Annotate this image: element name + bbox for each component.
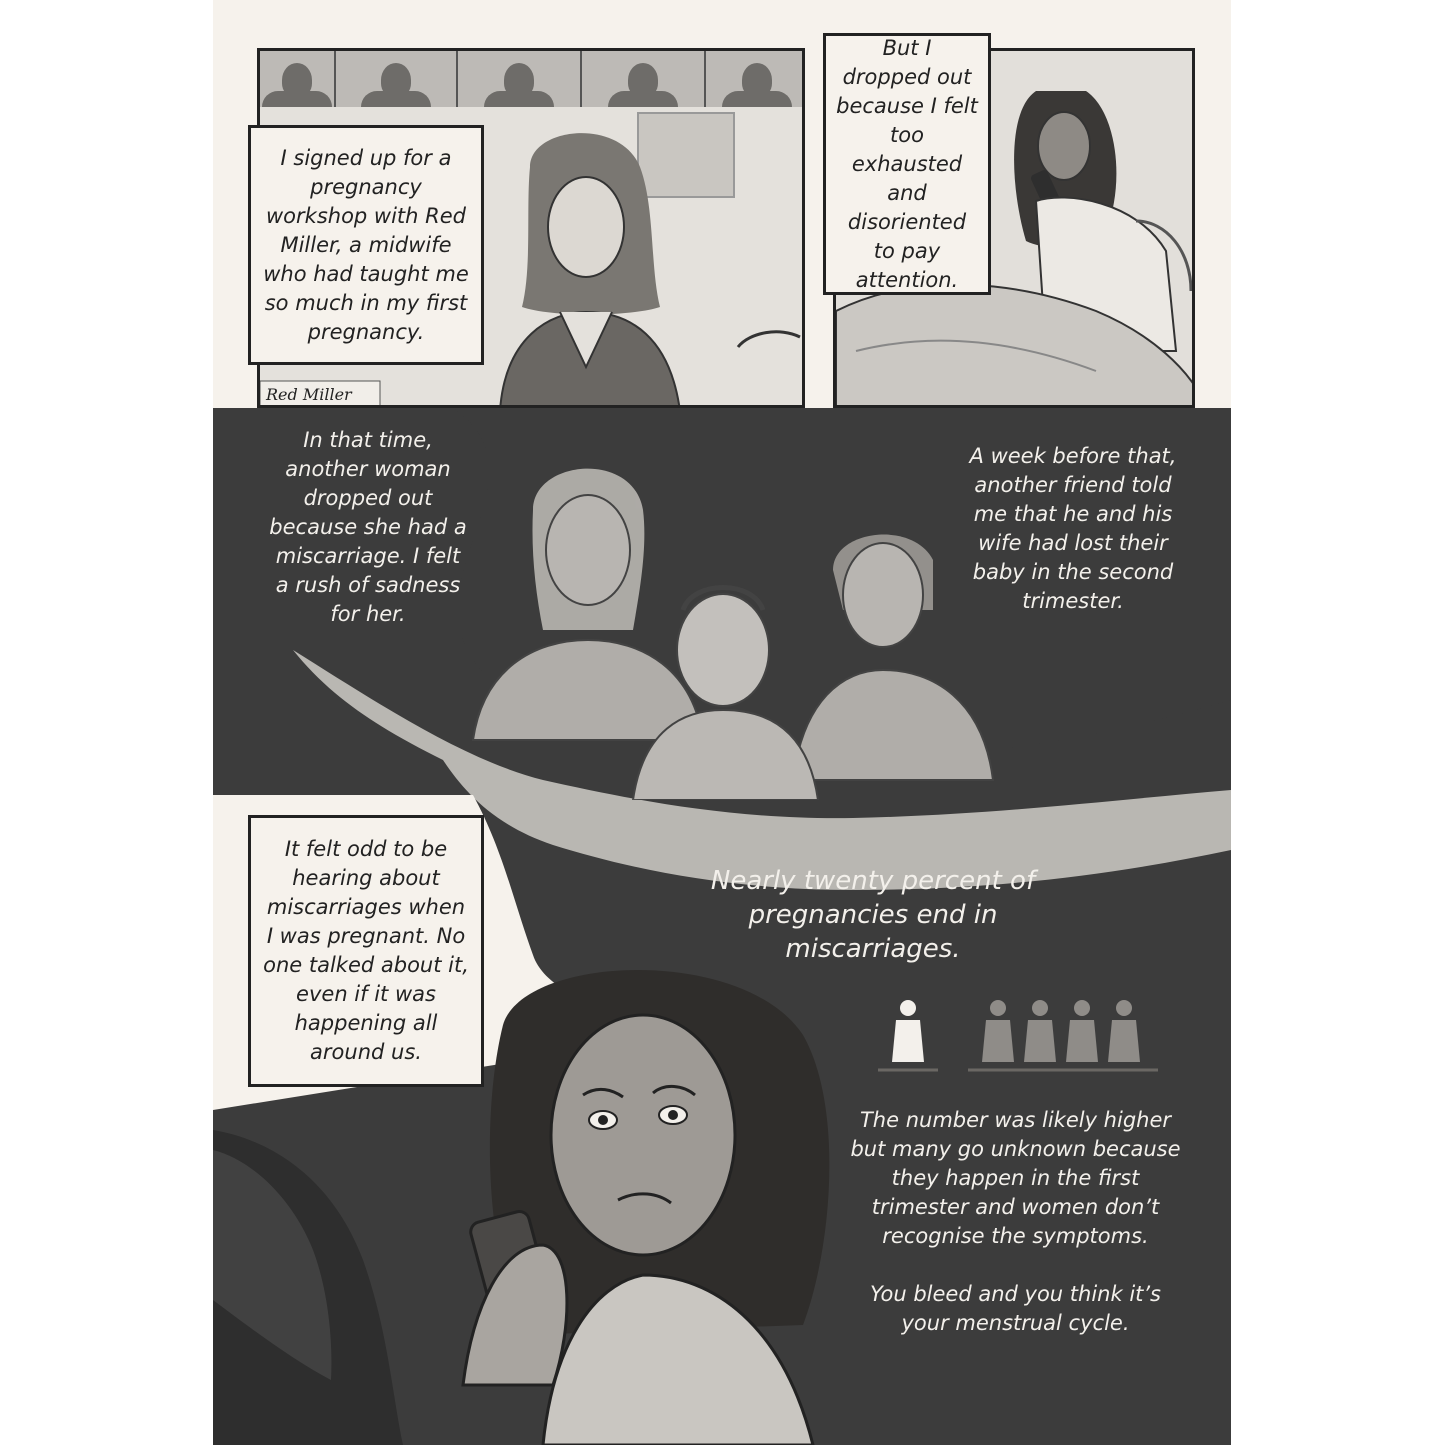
statistic-headline: Nearly twenty percent of pregnancies end in miscarriages. [710,866,1036,964]
participant-tile [336,51,458,107]
menstrual-cycle-text: You bleed and you think it’s your menstrual cycle. [869,1282,1162,1335]
worried-woman-on-phone-illustration [443,945,883,1445]
nameplate: Red Miller [266,385,352,404]
grey-figure-icon [1108,1000,1140,1062]
memory-right-text: A week before that, another friend told me that he and his wife had lost their baby in the second trimester. [969,444,1177,613]
comic-page [213,0,1231,1445]
participant-tile [582,51,706,107]
miscarriage-caption: It felt odd to be hearing about miscarriages when I was pregnant. No one talked about it, even if it was happening all around us. [248,815,484,1087]
grey-figure-icon [982,1000,1014,1062]
participant-tile [260,51,336,107]
memory-left-text: In that time, another woman dropped out because she had a miscarriage. I felt a rush of sadness for her. [269,428,467,626]
grey-figure-icon [1066,1000,1098,1062]
explanation-text: The number was likely higher but many go unknown because they happen in the first trimester and women don’t recognise the symptoms. [850,1108,1181,1248]
bed-caption: But I dropped out because I felt too exhausted and disoriented to pay attention. [823,33,991,295]
participant-tile [706,51,805,107]
grey-figure-icon [1024,1000,1056,1062]
statistic-figures [868,990,1168,1080]
workshop-caption: I signed up for a pregnancy workshop with Red Miller, a midwife who had taught me so much in my first pregnancy. [248,125,484,365]
highlighted-figure-icon [892,1000,924,1062]
participant-tile [458,51,582,107]
video-call-strip [260,51,802,107]
